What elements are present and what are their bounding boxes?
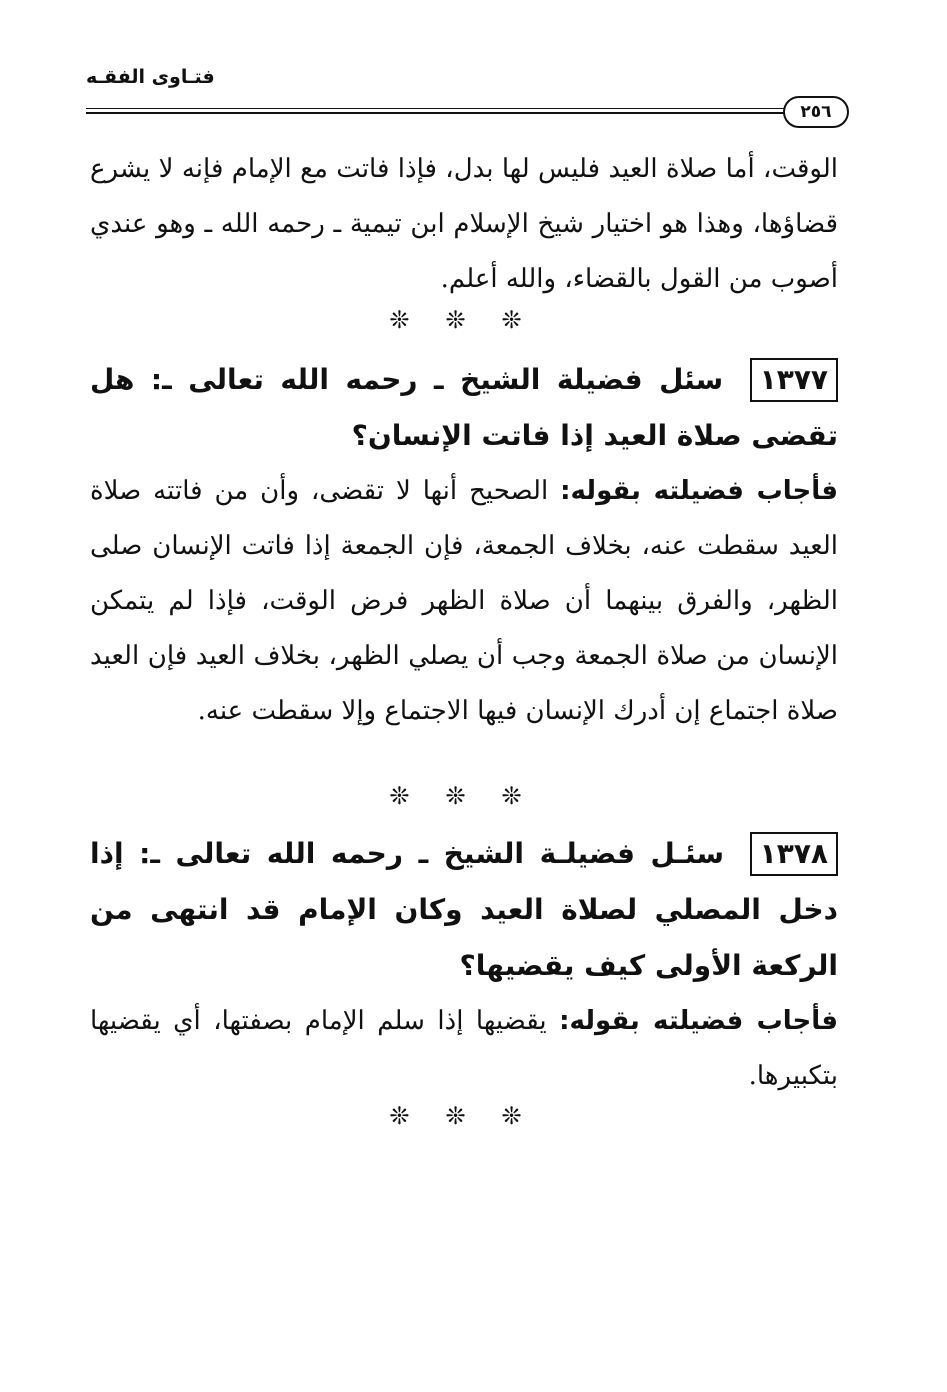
continuation-block bbox=[90, 142, 838, 307]
fatwa-1377 bbox=[90, 352, 838, 739]
continuation-paragraph: الوقت، أما صلاة العيد فليس لها بدل، فإذا فاتت مع الإمام فإنه لا يشرع قضاؤها، وهذا هو اختيار شيخ الإسلام ابن تيمية ـ رحمه الله ـ وهو عندي أصوب من القول بالقضاء، والله أعلم. bbox=[90, 154, 838, 294]
answer-lead: فأجاب فضيلته بقوله: bbox=[559, 1006, 838, 1036]
header-rule-thin bbox=[86, 108, 786, 109]
fatwa-answer bbox=[90, 994, 838, 1104]
page-number: ٢٥٦ bbox=[783, 96, 849, 128]
fatwa-question-text: سئـل فضيلـة الشيخ ـ رحمه الله تعالى ـ: إذا دخل المصلي لصلاة العيد وكان الإمام قد انتهى من الركعة الأولى كيف يقضيها؟ bbox=[90, 837, 838, 982]
fatwa-answer bbox=[90, 464, 838, 739]
section-separator: ❊❊❊ bbox=[389, 782, 558, 810]
section-separator: ❊❊❊ bbox=[389, 1102, 558, 1130]
answer-text: يقضيها إذا سلم الإمام بصفتها، أي يقضيها بتكبيرها. bbox=[90, 1006, 838, 1091]
section-separator: ❊❊❊ bbox=[389, 306, 558, 334]
running-title: فتـاوى الفقـه bbox=[86, 66, 215, 88]
fatwa-question bbox=[90, 826, 838, 994]
fatwa-1378 bbox=[90, 826, 838, 1104]
fatwa-number-box: ١٣٧٧ bbox=[750, 358, 838, 402]
answer-lead: فأجاب فضيلته بقوله: bbox=[560, 476, 838, 506]
fatwa-number-box: ١٣٧٨ bbox=[750, 832, 838, 876]
header-rule-thick bbox=[86, 112, 786, 114]
fatwa-question-text: سئل فضيلة الشيخ ـ رحمه الله تعالى ـ: هل تقضى صلاة العيد إذا فاتت الإنسان؟ bbox=[90, 363, 838, 452]
fatwa-question bbox=[90, 352, 838, 464]
answer-text: الصحيح أنها لا تقضى، وأن من فاتته صلاة العيد سقطت عنه، بخلاف الجمعة، فإن الجمعة إذا فاتت الإنسان صلى الظهر، والفرق بينهما أن صلاة الظهر فرض الوقت، فإذا لم يتمكن الإنسان من صلاة الجمعة وجب أن يصلي الظهر، بخلاف العيد فإن العيد صلاة اجتماع إن أدرك الإنسان فيها الاجتماع وإلا سقطت عنه. bbox=[90, 476, 838, 726]
